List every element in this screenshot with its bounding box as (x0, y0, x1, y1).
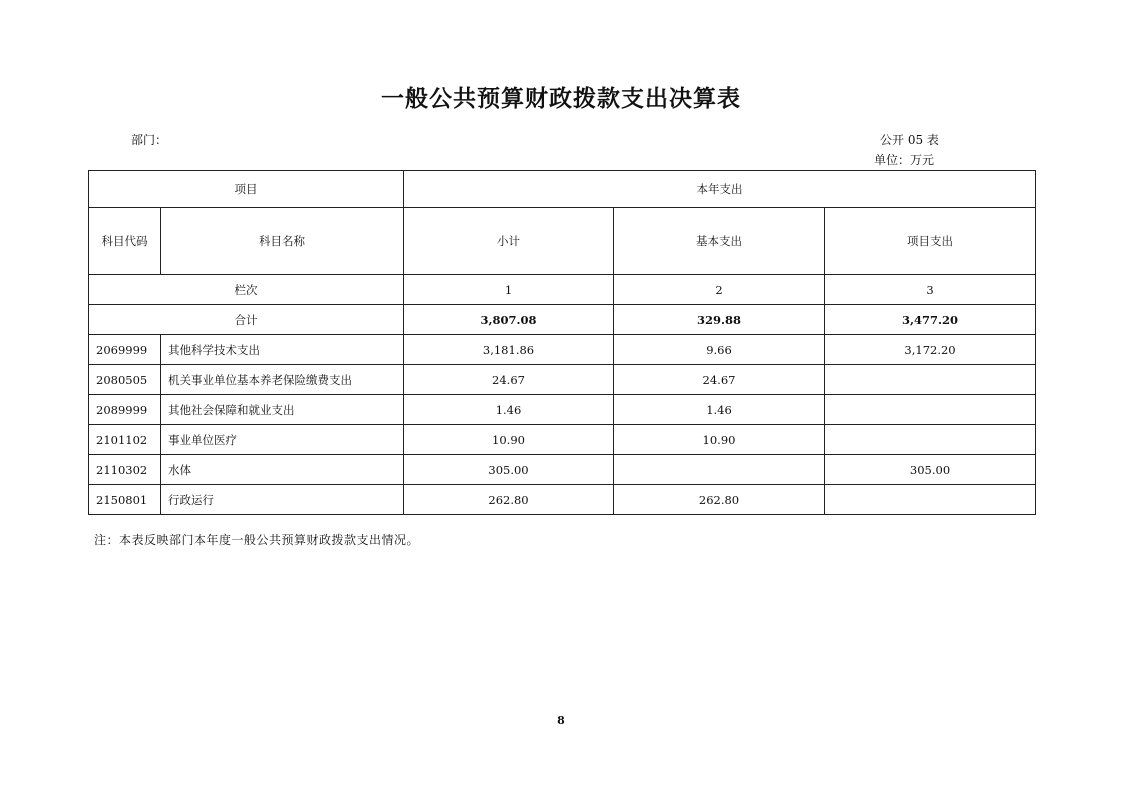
header-row-2 (89, 208, 1036, 275)
header-basic-expense: 基本支出 (614, 208, 825, 275)
project-expense-cell (825, 485, 1036, 515)
unit-label: 单位：万元 (874, 153, 935, 167)
subtotal-cell: 262.80 (404, 485, 614, 515)
header-subtotal: 小计 (404, 208, 614, 275)
subtotal-cell: 10.90 (404, 425, 614, 455)
subtotal-cell: 3,181.86 (404, 335, 614, 365)
page-number: 8 (557, 714, 565, 727)
subject-code-cell: 2150801 (89, 485, 161, 515)
total-project: 3,477.20 (825, 305, 1036, 335)
total-basic: 329.88 (614, 305, 825, 335)
column-index-1: 1 (404, 275, 614, 305)
expenditure-table (88, 170, 1036, 515)
project-expense-cell (825, 395, 1036, 425)
header-subject-name: 科目名称 (161, 208, 404, 275)
subtotal-cell: 305.00 (404, 455, 614, 485)
subject-code-cell: 2110302 (89, 455, 161, 485)
basic-expense-cell (614, 455, 825, 485)
table-note: 注：本表反映部门本年度一般公共预算财政拨款支出情况。 (94, 533, 420, 547)
table-row (89, 365, 1036, 395)
subject-name-cell: 其他科学技术支出 (161, 335, 404, 365)
page-title: 一般公共预算财政拨款支出决算表 (381, 86, 741, 112)
basic-expense-cell: 262.80 (614, 485, 825, 515)
total-subtotal: 3,807.08 (404, 305, 614, 335)
table-number: 公开 05 表 (880, 133, 939, 147)
basic-expense-cell: 1.46 (614, 395, 825, 425)
project-expense-cell: 305.00 (825, 455, 1036, 485)
table-row (89, 395, 1036, 425)
subject-code-cell: 2069999 (89, 335, 161, 365)
project-expense-cell: 3,172.20 (825, 335, 1036, 365)
subtotal-cell: 1.46 (404, 395, 614, 425)
project-expense-cell (825, 425, 1036, 455)
header-subject-code: 科目代码 (89, 208, 161, 275)
total-label: 合计 (89, 305, 404, 335)
subject-name-cell: 水体 (161, 455, 404, 485)
column-index-2: 2 (614, 275, 825, 305)
project-expense-cell (825, 365, 1036, 395)
subtotal-cell: 24.67 (404, 365, 614, 395)
subject-name-cell: 其他社会保障和就业支出 (161, 395, 404, 425)
column-index-row (89, 275, 1036, 305)
table-row (89, 455, 1036, 485)
subject-code-cell: 2089999 (89, 395, 161, 425)
subject-name-cell: 机关事业单位基本养老保险缴费支出 (161, 365, 404, 395)
subject-code-cell: 2101102 (89, 425, 161, 455)
header-current-year-expense: 本年支出 (404, 171, 1036, 208)
subject-code-cell: 2080505 (89, 365, 161, 395)
header-project: 项目 (89, 171, 404, 208)
basic-expense-cell: 10.90 (614, 425, 825, 455)
department-label: 部门： (131, 133, 168, 147)
column-index-3: 3 (825, 275, 1036, 305)
total-row (89, 305, 1036, 335)
subject-name-cell: 事业单位医疗 (161, 425, 404, 455)
header-project-expense: 项目支出 (825, 208, 1036, 275)
column-index-label: 栏次 (89, 275, 404, 305)
basic-expense-cell: 24.67 (614, 365, 825, 395)
subject-name-cell: 行政运行 (161, 485, 404, 515)
table-row (89, 425, 1036, 455)
table-row (89, 485, 1036, 515)
table-row (89, 335, 1036, 365)
header-row-1 (89, 171, 1036, 208)
basic-expense-cell: 9.66 (614, 335, 825, 365)
